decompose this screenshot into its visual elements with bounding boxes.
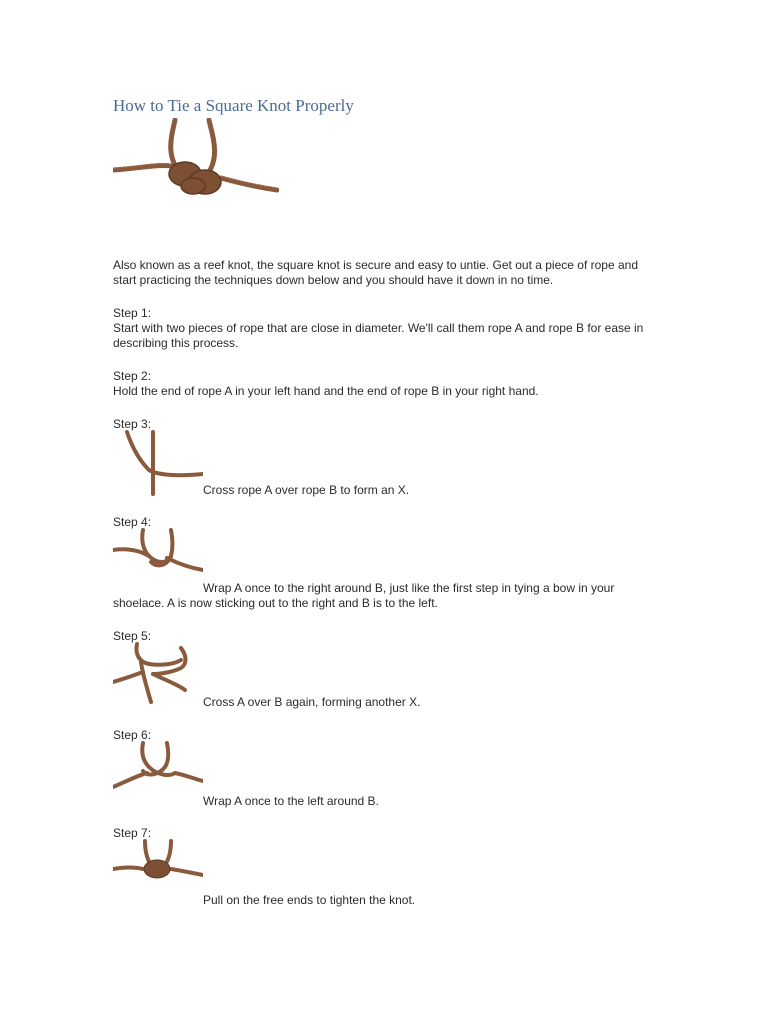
step-5-text: Cross A over B again, forming another X. <box>203 695 421 709</box>
step-1-text: Start with two pieces of rope that are close in diameter. We'll call them rope A and rope B for ease in describing this process. <box>113 321 644 350</box>
step-6-text: Wrap A once to the left around B. <box>203 794 379 808</box>
step-2-text: Hold the end of rope A in your left hand and the end of rope B in your right hand. <box>113 384 539 398</box>
step-5-label: Step 5: <box>113 629 152 643</box>
step-3-label: Step 3: <box>113 417 152 431</box>
step-2-label: Step 2: <box>113 369 152 383</box>
step-6-label: Step 6: <box>113 728 152 742</box>
page-title: How to Tie a Square Knot Properly <box>113 96 354 115</box>
step-4-label: Step 4: <box>113 515 152 529</box>
step-7-text: Pull on the free ends to tighten the knot. <box>203 893 416 907</box>
step-3-text: Cross rope A over rope B to form an X. <box>203 483 410 497</box>
step-6-image <box>113 741 203 807</box>
step-3-image <box>113 430 203 496</box>
step-1-label: Step 1: <box>113 306 152 320</box>
square-knot-image <box>113 118 279 224</box>
step-5-image <box>113 642 203 708</box>
intro-paragraph: Also known as a reef knot, the square knot is secure and easy to untie. Get out a piece of rope and start practicing the techniques down below and you should have it down in no time. <box>113 258 638 287</box>
step-7-image <box>113 839 203 905</box>
step-7-label: Step 7: <box>113 826 152 840</box>
step-4-text: Wrap A once to the right around B, just like the first step in tying a bow in your shoelace. A is now sticking out to the right and B is to the left. <box>113 581 615 610</box>
